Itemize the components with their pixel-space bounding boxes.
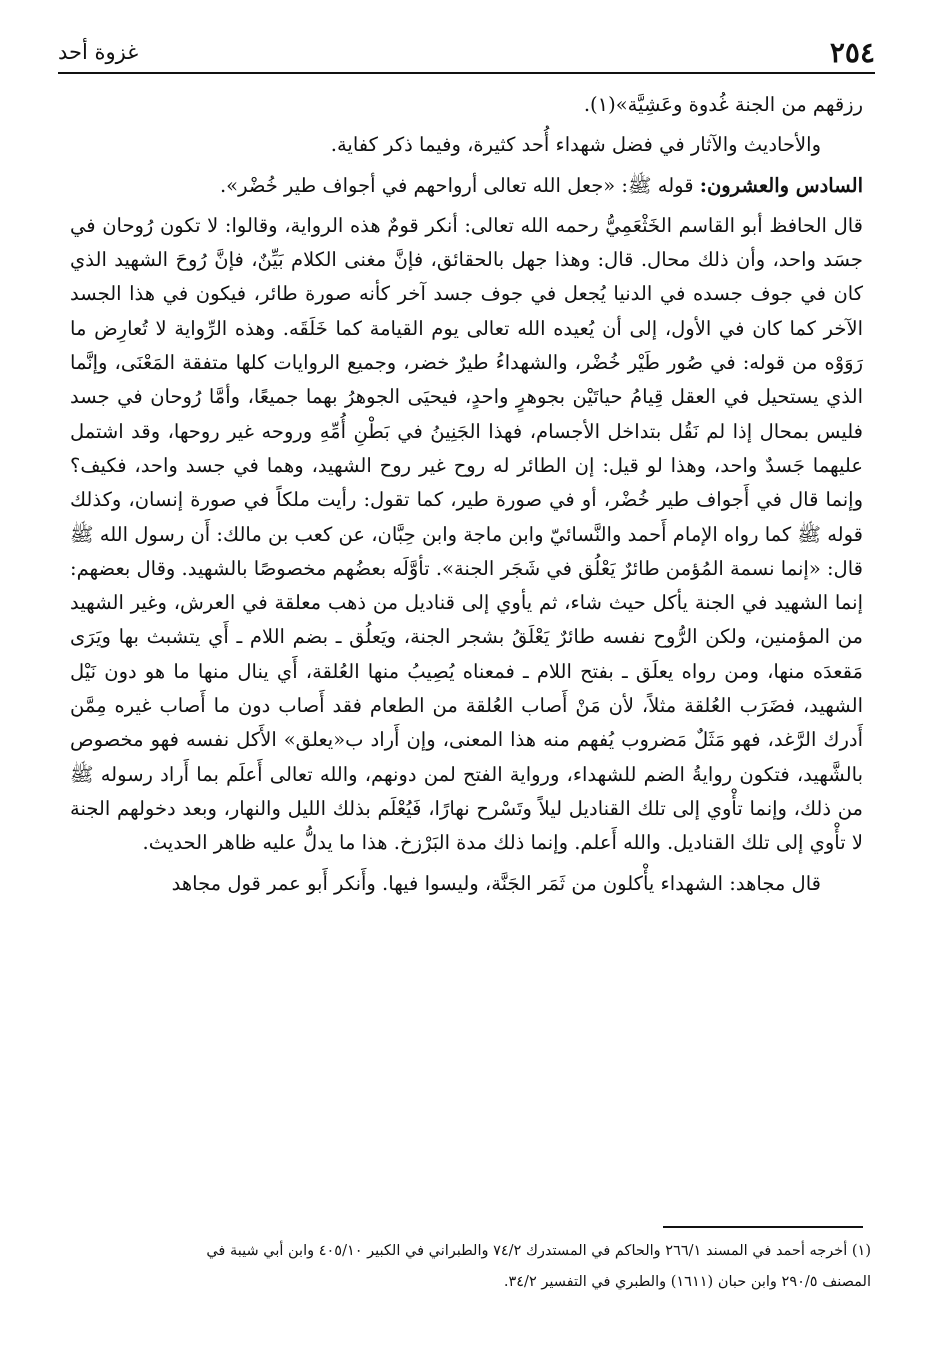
section-heading-text: قوله ﷺ: «جعل الله تعالى أرواحهم في أجواف طير خُضْر».: [219, 173, 694, 197]
section-label: السادس والعشرون:: [699, 173, 863, 197]
paragraph-2: والأحاديث والآثار في فضل شهداء أُحد كثيرة، وفيما ذكر كفاية.: [330, 133, 821, 157]
footnote-line-2: المصنف ٢٩٠/٥ وابن حبان (١٦١١) والطبري في التفسير ٣٤/٢.: [503, 1274, 871, 1290]
body-text: [70, 88, 863, 907]
footnotes: [62, 1236, 871, 1298]
page-header: [58, 30, 875, 74]
page-number: ٢٥٤: [829, 36, 875, 69]
paragraph-1: رزقهم من الجنة غُدوة وعَشِيَّة»(١).: [583, 93, 863, 116]
paragraph-3: [70, 169, 863, 203]
paragraph-4: قال الحافظ أبو القاسم الخَثْعَمِيُّ رحمه الله تعالى: أنكر قومٌ هذه الرواية، وقالوا: لا تكون رُوحان في جسَد واحد، وأن ذلك محال. قال: وهذا جهل بالحقائق، فإنَّ مغنى الكلام بَيِّنٌ، فإنَّ رُوحَ الشهيد الذي كان في جوف جسده في الدنيا يُجعل في جوف جسد آخر كأنه صورة طائر، فيكون في هذا الجسد الآخر كما كان في الأول، إلى أن يُعيده الله تعالى يوم القيامة كما خَلَقَه. وهذه الرِّواية لا تُعارِض ما رَوَوْه من قوله: في صُور طَيْر خُضْر، والشهداءُ طيرٌ خضر، وجميع الروايات كلها متفقة المَعْنَى، وإنَّما الذي يستحيل في العقل قِيامُ حياتَيْن بجوهرٍ واحدٍ، فيحيَى الجوهرُ بهما جميعًا، وأمَّا رُوحان في جسد فليس بمحال إذا لم نَقُل بتداخل الأجسام، فهذا الجَنِينُ في بَطْنِ أُمِّهِ وروحه غير روحها، وقد اشتمل عليهما جَسدٌ واحد، وهذا لو قيل: إن الطائر له روح غير روح الشهيد، وهما في جسد واحد، فكيف؟ وإنما قال في أَجواف طير خُضْر، أو في صورة طير، كما تقول: رأيت ملكاً في صورة إنسان، وكذلك قوله ﷺ كما رواه الإمام أَحمد والنَّسائيّ وابن ماجة وابن حِبَّان، عن كعب بن مالك: أَن رسول الله ﷺ قال: «إنما نسمة المُؤمن طائرٌ يَعْلُق في شَجَر الجنة». تأوَّلَه بعضُهم مخصوصًا بالشهيد. وقال بعضهم: إنما الشهيد في الجنة يأكل حيث شاء، ثم يأوي إلى قناديل من ذهب معلقة في العرش، وغير الشهيد من المؤمنين، ولكن الرُّوح نفسه طائرٌ يَعْلَقُ بشجر الجنة، ويَعلُق ـ بضم اللام ـ أَي يتشبث بها ويَرَى مَقعدَه منها، ومن رواه يعلَق ـ بفتح اللام ـ فمعناه يُصِيبُ منها العُلقة، أَي ينال منها ما هو دون نَيْل الشهيد، فضَرَب العُلقة مثلاً، لأن مَنْ أَصاب العُلقة من الطعام فقد أَصاب دون ما أَصاب غيره مِمَّن أَدرك الرَّغد، فهو مَثَلٌ مَضروب يُفهم منه هذا المعنى، وإن أَراد ب«يعلق» الأَكل نفسه فهو مخصوص بالشَّهيد، فتكون روايةُ الضم للشهداء، ورواية الفتح لمن دونهم، والله تعالى أَعلَم بما أَراد رسوله ﷺ من ذلك، وإنما تأْوي إلى تلك القناديل ليلاً وتَسْرح نهارًا، فَيُعْلَم بذلك الليل والنهار، وبعد دخولهم الجنة لا تأْوي إلى تلك القناديل. والله أَعلم. وإنما ذلك مدة البَرْزخ. هذا ما يدلُّ عليه ظاهر الحديث.: [70, 213, 863, 855]
footnote-separator: [663, 1226, 863, 1228]
paragraph-5: قال مجاهد: الشهداء يأْكلون من ثَمَر الجَنَّة، وليسوا فيها. وأَنكر أَبو عمر قول مجاهد: [171, 871, 821, 895]
chapter-title: غزوة أحد: [58, 40, 139, 64]
footnote-line-1: (١) أخرجه أحمد في المسند ٢٦٦/١ والحاكم في المستدرك ٧٤/٢ والطبراني في الكبير ٤٠٥/١٠ وابن أبي شيبة في: [206, 1243, 871, 1259]
